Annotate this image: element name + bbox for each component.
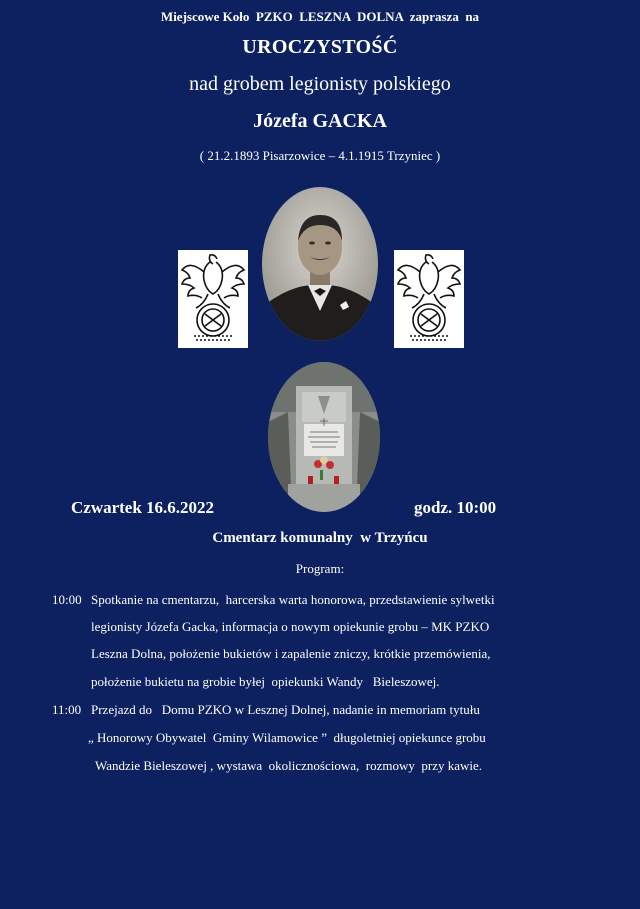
program-label: Program: [295,561,345,576]
program-line: położenie bukietu na grobie byłej opiekunki Wandy Bieleszowej. [91,674,440,689]
program-line: Przejazd do Domu PZKO w Lesznej Dolnej, nadanie in memoriam tytułu [91,702,480,717]
program-line: Wandzie Bieleszowej , wystawa okolicznościowa, rozmowy przy kawie. [95,758,483,773]
program-line: „ Honorowy Obywatel Gminy Wilamowice ” długoletniej opiekunce grobu [88,730,486,745]
event-place: Cmentarz komunalny w Trzyńcu [212,530,428,546]
invitation-line: Miejscowe Koło PZKO LESZNA DOLNA zaprasza na [160,9,480,24]
event-subtitle: nad grobem legionisty polskiego [189,73,451,95]
legion-eagle-emblem-left [178,250,248,348]
program-line: Leszna Dolna, położenie bukietów i zapalenie zniczy, krótkie przemówienia, [91,646,491,661]
event-date: Czwartek 16.6.2022 [71,498,215,517]
legion-eagle-emblem-right [394,250,464,348]
portrait-photo [262,187,378,341]
program-line: Spotkanie na cmentarzu, harcerska warta honorowa, przedstawienie sylwetki [91,592,495,607]
program-time-1: 10:00 [52,592,82,607]
eagle-icon [394,250,464,348]
program-time-2: 11:00 [52,702,82,717]
honoree-dates: ( 21.2.1893 Pisarzowice – 4.1.1915 Trzyniec ) [199,148,441,163]
event-time: godz. 10:00 [414,498,497,517]
event-title: UROCZYSTOŚĆ [242,36,398,58]
program-line: legionisty Józefa Gacka, informacja o nowym opiekunie grobu – MK PZKO [91,619,490,634]
grave-photo [268,362,380,512]
eagle-icon [178,250,248,348]
honoree-name: Józefa GACKA [253,110,387,132]
